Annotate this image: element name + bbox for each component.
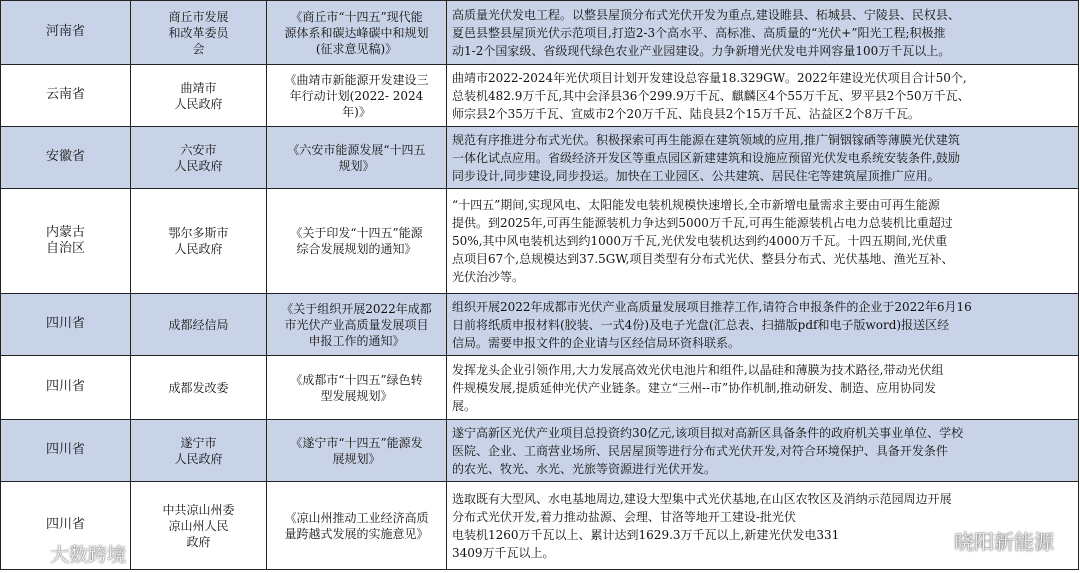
org-cell: 成都发改委 — [131, 356, 267, 420]
document-cell: 《遂宁市“十四五”能源发 展规划》 — [267, 420, 447, 482]
document-cell: 《商丘市“十四五”现代能 源体系和碳达峰碳中和规划 (征求意见稿)》 — [267, 1, 447, 65]
table-row — [1, 1, 1079, 65]
org-cell: 鄂尔多斯市 人民政府 — [131, 189, 267, 294]
province-cell: 河南省 — [1, 1, 131, 65]
org-cell: 成都经信局 — [131, 294, 267, 356]
watermark-left — [8, 540, 126, 567]
watermark-right — [922, 526, 1054, 555]
province-cell: 四川省 — [1, 482, 131, 570]
table-row — [1, 420, 1079, 482]
content-cell: 曲靖市2022-2024年光伏项目计划开发建设总容量18.329GW。2022年建设光伏项目合计50个, 总装机482.9万千瓦,其中会泽县36个299.9万千瓦、麒麟区4个55万千瓦、罗平县2个50万千瓦、 师宗县2个35万千瓦、宣威市2个20万千瓦、陆良县2个15万千瓦、沾益区2个8万千瓦。 — [447, 65, 1079, 127]
table-row — [1, 294, 1079, 356]
org-cell: 六安市 人民政府 — [131, 127, 267, 189]
org-cell: 曲靖市 人民政府 — [131, 65, 267, 127]
document-cell: 《关于印发“十四五”能源 综合发展规划的通知》 — [267, 189, 447, 294]
document-cell: 《凉山州推动工业经济高质 量跨越式发展的实施意见》 — [267, 482, 447, 570]
table-row — [1, 356, 1079, 420]
content-cell: 规范有序推进分布式光伏。积极探索可再生能源在建筑领域的应用,推广铜铟镓硒等薄膜光伏建筑 一体化试点应用。省级经济开发区等重点园区新建建筑和设施应预留光伏发电系统安装条件,鼓励 同步设计,同步建设,同步投运。加快在工业园区、公共建筑、居民住宅等建筑屋顶推广应用。 — [447, 127, 1079, 189]
province-cell: 内蒙古 自治区 — [1, 189, 131, 294]
province-cell: 四川省 — [1, 294, 131, 356]
content-cell: 选取既有大型风、水电基地周边,建设大型集中式光伏基地,在山区农牧区及消纳示范园周边开展 分布式光伏开发,着力推动盐源、会理、甘洛等地开工建设-批光伏 电装机1260万千瓦以上、累计达到1629.3万千瓦以上,新建光伏发电331 3409万千瓦以上。 — [447, 482, 1079, 570]
table-row — [1, 65, 1079, 127]
province-cell: 四川省 — [1, 356, 131, 420]
document-cell: 《六安市能源发展“十四五 规划》 — [267, 127, 447, 189]
document-cell: 《成都市“十四五”绿色转 型发展规划》 — [267, 356, 447, 420]
document-cell: 《曲靖市新能源开发建设三 年行动计划(2022- 2024 年)》 — [267, 65, 447, 127]
org-cell: 遂宁市 人民政府 — [131, 420, 267, 482]
province-cell: 四川省 — [1, 420, 131, 482]
document-cell: 《关于组织开展2022年成都 市光伏产业高质量发展项目 申报工作的通知》 — [267, 294, 447, 356]
province-cell: 云南省 — [1, 65, 131, 127]
org-cell: 商丘市发展 和改革委员 会 — [131, 1, 267, 65]
table-row — [1, 482, 1079, 570]
watermark-left-text: 大数跨境 — [50, 544, 127, 566]
content-cell: 遂宁高新区光伏产业项目总投资约30亿元,该项目拟对高新区具备条件的政府机关事业单位、学校 医院、企业、工商营业场所、民居屋顶等进行分布式光伏开发,对符合环境保护、具备开发条件 的农光、牧光、水光、光旅等资源进行光伏开发。 — [447, 420, 1079, 482]
province-cell: 安徽省 — [1, 127, 131, 189]
content-cell: 发挥龙头企业引领作用,大力发展高效光伏电池片和组件,以晶硅和薄膜为技术路径,带动光伏组 件规模发展,提质延伸光伏产业链条。建立“三州--市”协作机制,推动研发、制造、应用协同发 展。 — [447, 356, 1079, 420]
content-cell: 组织开展2022年成都市光伏产业高质量发展项目推荐工作,请符合申报条件的企业于2022年6月16 日前将纸质申报材料(胶装、一式4份)及电子光盘(汇总表、扫描版pdf和电子版word)报送区经 信局。需要申报文件的企业请与区经信局环资科联系。 — [447, 294, 1079, 356]
content-cell: “十四五”期间,实现风电、太阳能发电装机规模快速增长,全市新增电量需求主要由可再生能源 提供。到2025年,可再生能源装机力争达到5000万千瓦,可再生能源装机占电力总装机比重超过 50%,其中风电装机达到约1000万千瓦,光伏发电装机达到约4000万千瓦。十四五期间,光伏重 点项目67个,总规模达到37.5GW,项目类型有分布式光伏、整县分布式、光伏基地、渔光互补、 光伏治沙等。 — [447, 189, 1079, 294]
watermark-right-text: 晓阳新能源 — [954, 530, 1054, 554]
table-row — [1, 127, 1079, 189]
wechat-icon — [922, 530, 948, 552]
org-cell: 中共凉山州委 凉山州人民 政府 — [131, 482, 267, 570]
content-cell: 高质量光伏发电工程。以整县屋顶分布式光伏开发为重点,建设睢县、柘城县、宁陵县、民权县、 夏邑县整县屋顶光伏示范项目,打造2-3个高水平、高标准、高质量的“光伏+”阳光工程;积极推 动1-2个国家级、省级现代绿色农业产业园建设。力争新增光伏发电并网容量100万千瓦以上。 — [447, 1, 1079, 65]
table-row — [1, 189, 1079, 294]
brand-logo-icon — [8, 543, 44, 565]
